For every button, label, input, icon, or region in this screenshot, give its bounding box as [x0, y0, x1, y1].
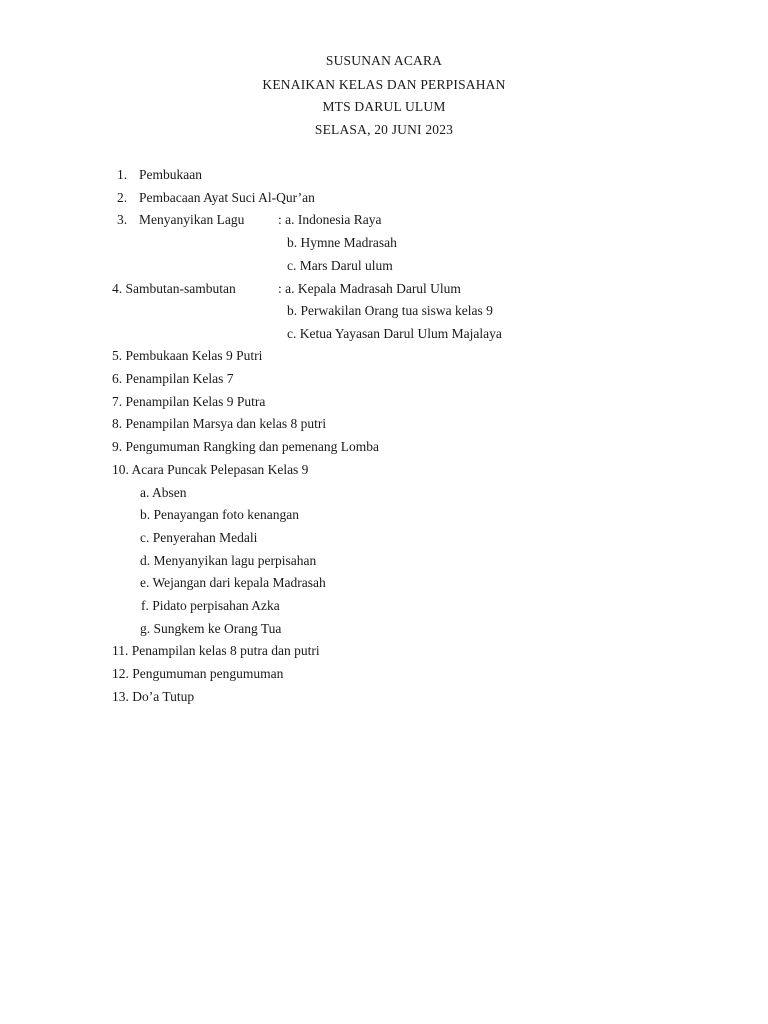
item-8: 8. Penampilan Marsya dan kelas 8 putri: [112, 416, 327, 431]
item-1-number: 1.: [117, 167, 128, 182]
item-4-sub-a: : a. Kepala Madrasah Darul Ulum: [278, 281, 461, 296]
title-event: KENAIKAN KELAS DAN PERPISAHAN: [262, 77, 506, 92]
item-10-sub-f: f. Pidato perpisahan Azka: [141, 598, 280, 613]
item-4-text: 4. Sambutan-sambutan: [112, 281, 236, 296]
item-3-number: 3.: [117, 212, 128, 227]
item-10-sub-g: g. Sungkem ke Orang Tua: [140, 621, 282, 636]
item-10-sub-c: c. Penyerahan Medali: [140, 530, 258, 545]
item-7: 7. Penampilan Kelas 9 Putra: [112, 394, 266, 409]
item-12: 12. Pengumuman pengumuman: [112, 666, 284, 681]
item-3-text: Menyanyikan Lagu: [139, 212, 245, 227]
item-4-sub-c: c. Ketua Yayasan Darul Ulum Majalaya: [287, 326, 502, 341]
title-school: MTS DARUL ULUM: [322, 99, 446, 114]
item-10-sub-e: e. Wejangan dari kepala Madrasah: [140, 575, 326, 590]
item-10-sub-d: d. Menyanyikan lagu perpisahan: [140, 553, 317, 568]
item-10-sub-a: a. Absen: [140, 485, 187, 500]
title-susunan-acara: SUSUNAN ACARA: [325, 53, 443, 68]
item-3-sub-b: b. Hymne Madrasah: [287, 235, 397, 250]
item-4-sub-b: b. Perwakilan Orang tua siswa kelas 9: [287, 303, 493, 318]
item-9: 9. Pengumuman Rangking dan pemenang Lomba: [112, 439, 379, 454]
item-3-sub-a: : a. Indonesia Raya: [278, 212, 382, 227]
item-3-sub-c: c. Mars Darul ulum: [287, 258, 393, 273]
item-5: 5. Pembukaan Kelas 9 Putri: [112, 348, 263, 363]
title-date: SELASA, 20 JUNI 2023: [314, 122, 454, 137]
item-2-text: Pembacaan Ayat Suci Al-Qur’an: [139, 190, 315, 205]
item-1-text: Pembukaan: [139, 167, 202, 182]
item-6: 6. Penampilan Kelas 7: [112, 371, 234, 386]
item-2-number: 2.: [117, 190, 128, 205]
item-10: 10. Acara Puncak Pelepasan Kelas 9: [112, 462, 309, 477]
item-10-sub-b: b. Penayangan foto kenangan: [140, 507, 299, 522]
item-11: 11. Penampilan kelas 8 putra dan putri: [112, 643, 320, 658]
item-13: 13. Do’a Tutup: [112, 689, 195, 704]
